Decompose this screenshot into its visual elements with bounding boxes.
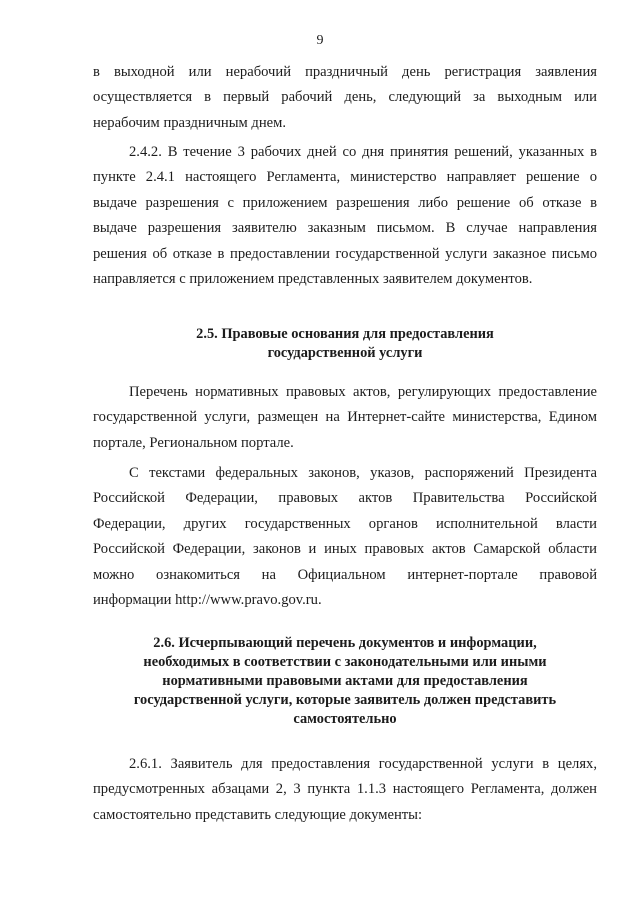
heading-line: нормативными правовыми актами для предоставления — [162, 673, 528, 689]
text-line: Российской Федерации, правовых актов Правительства Российской — [93, 490, 597, 507]
paragraph-registration-continuation — [93, 60, 597, 136]
text-line: 2.6.1. Заявитель для предоставления государственной услуги в целях, — [129, 756, 597, 772]
text-line: Федерации, других государственных органов исполнительной власти — [93, 515, 597, 532]
text-line: в выходной или нерабочий праздничный день регистрация заявления — [93, 64, 597, 80]
text-line: можно ознакомиться на Официальном интернет-портале правовой — [93, 566, 597, 583]
text-line: С текстами федеральных законов, указов, распоряжений Президента — [129, 465, 597, 481]
heading-line: государственной услуги — [267, 345, 423, 361]
text-line: нерабочим праздничным днем. — [93, 114, 287, 131]
text-line: информации http://www.pravo.gov.ru. — [93, 592, 322, 609]
text-line: решения об отказе в предоставлении государственной услуги заказное письмо — [93, 245, 597, 262]
text-line: портале, Региональном портале. — [93, 434, 294, 451]
text-line: осуществляется в первый рабочий день, следующий за выходным или — [93, 89, 597, 106]
text-line: выдаче разрешения заявителю заказным письмом. В случае направления — [93, 220, 597, 237]
heading-line: 2.5. Правовые основания для предоставления — [196, 326, 494, 342]
heading-line: государственной услуги, которые заявитель должен представить — [133, 692, 557, 708]
paragraph-legal-texts — [93, 461, 597, 613]
paragraph-2-6-1 — [93, 752, 597, 828]
paragraph-2-4-2 — [93, 140, 597, 292]
heading-line: 2.6. Исчерпывающий перечень документов и информации, — [153, 635, 537, 651]
section-heading-2-6 — [93, 634, 597, 729]
text-line: предусмотренных абзацами 2, 3 пункта 1.1.3 настоящего Регламента, должен — [93, 781, 597, 798]
paragraph-legal-acts-list — [93, 380, 597, 456]
text-line: самостоятельно представить следующие документы: — [93, 806, 422, 823]
page-number: 9 — [316, 33, 324, 48]
text-line: Российской Федерации, законов и иных правовых актов Самарской области — [93, 541, 597, 558]
text-line: пункте 2.4.1 настоящего Регламента, министерство направляет решение о — [93, 169, 597, 186]
text-line: государственной услуги, размещен на Интернет-сайте министерства, Едином — [93, 409, 597, 426]
text-line: направляется с приложением представленных заявителем документов. — [93, 271, 533, 288]
section-heading-2-5 — [93, 325, 597, 363]
text-line: выдаче разрешения с приложением разрешения либо решение об отказе в — [93, 194, 597, 211]
heading-line: необходимых в соответствии с законодательными или иными — [143, 654, 547, 670]
text-line: 2.4.2. В течение 3 рабочих дней со дня принятия решений, указанных в — [129, 144, 597, 160]
text-line: Перечень нормативных правовых актов, регулирующих предоставление — [129, 384, 597, 400]
heading-line: самостоятельно — [293, 711, 397, 727]
